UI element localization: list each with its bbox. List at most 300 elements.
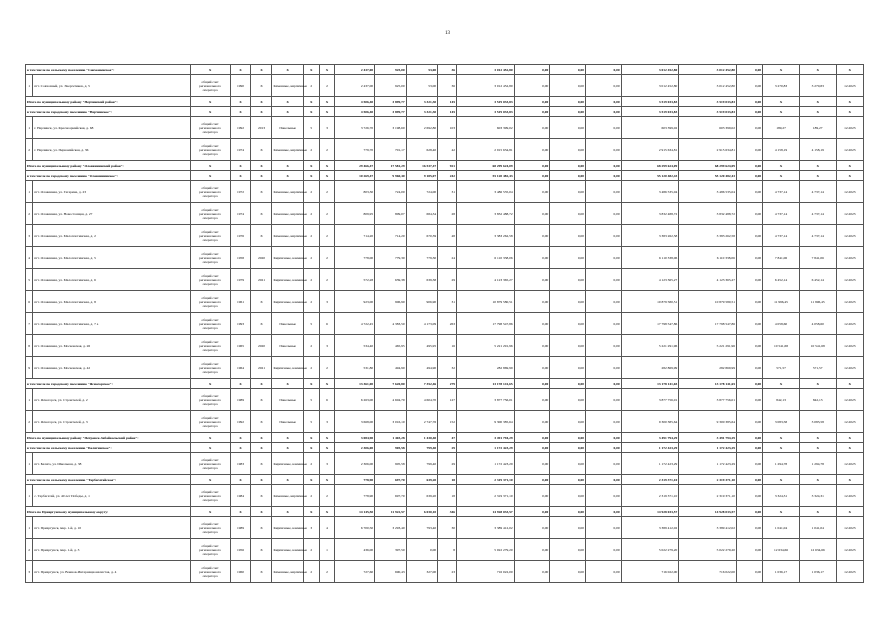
value-cell: общий счет регионального оператора (190, 269, 230, 291)
table-row (26, 389, 864, 411)
value-cell: Панельные (272, 117, 303, 139)
value-cell: 18 (438, 475, 457, 485)
value-cell: X (190, 65, 230, 75)
value-cell: 0,00 (585, 539, 621, 561)
value-cell: 778,90 (335, 485, 375, 507)
value-cell: 3 083,58 (763, 411, 800, 433)
value-cell: 3 899,77 (375, 107, 406, 117)
value-cell: 0,00 (550, 171, 586, 181)
value-cell: X (799, 65, 836, 75)
value-cell: X (230, 65, 251, 75)
address-cell: с. Тарбагатай, ул. 40 лет Победы, д. 1 (33, 485, 190, 507)
value-cell: 628,40 (406, 139, 437, 161)
row-number: 9 (26, 357, 33, 379)
value-cell: 5 (303, 411, 319, 433)
value-cell: X (799, 443, 836, 453)
value-cell: 6 110 338,06 (621, 247, 679, 269)
value-cell: общий счет регионального оператора (190, 291, 230, 313)
value-cell: 7 620,80 (375, 379, 406, 389)
value-cell: 282 869,99 (679, 357, 737, 379)
value-cell: 0,00 (514, 247, 550, 269)
value-cell: X (190, 161, 230, 171)
value-cell: 32 (438, 357, 457, 379)
value-cell: 4 158,19 (763, 139, 800, 161)
summary-row (26, 97, 864, 107)
value-cell: 14 145,50 (335, 507, 375, 517)
row-number: 3 (26, 561, 33, 583)
value-cell: 0,00 (550, 379, 586, 389)
value-cell: 189,27 (799, 117, 836, 139)
value-cell: 4 604,70 (406, 389, 437, 411)
row-number: 6 (26, 291, 33, 313)
value-cell: 1961 (230, 291, 251, 313)
value-cell: 0,00 (585, 97, 621, 107)
value-cell: 0,00 (514, 171, 550, 181)
value-cell: 13 178 141,65 (679, 379, 737, 389)
value-cell: 0,00 (736, 181, 762, 203)
value-cell: X (190, 97, 230, 107)
value-cell: 145 (438, 107, 457, 117)
table-row (26, 117, 864, 139)
value-cell: X (230, 107, 251, 117)
value-cell: 639,38 (406, 269, 437, 291)
value-cell: X (190, 443, 230, 453)
value-cell: 0,00 (736, 171, 762, 181)
value-cell: 0,00 (514, 433, 550, 443)
value-cell: X (303, 475, 319, 485)
value-cell: 0,00 (585, 507, 621, 517)
value-cell: Каменные, кирпичные (272, 225, 303, 247)
value-cell: 925,00 (375, 75, 406, 97)
value-cell: 0,00 (585, 161, 621, 171)
value-cell: 0,00 (736, 161, 762, 171)
value-cell: X (251, 181, 272, 203)
value-cell: X (799, 475, 836, 485)
value-cell: 3 491 794,29 (621, 433, 679, 443)
value-cell: X (251, 161, 272, 171)
value-cell: 779,30 (375, 247, 406, 269)
value-cell: 2 (303, 485, 319, 507)
address-cell: пгт. Приаргунск, мкр. 1-й, д. 10 (33, 517, 190, 539)
value-cell: 1983 (230, 453, 251, 475)
value-cell: 3 012 452,80 (679, 75, 737, 97)
value-cell: 716 022,00 (456, 561, 514, 583)
value-cell: 4 737,14 (763, 181, 800, 203)
table-row (26, 75, 864, 97)
value-cell: 9 300 385,64 (621, 411, 679, 433)
value-cell: X (230, 507, 251, 517)
value-cell: 1 036,17 (799, 561, 836, 583)
address-cell: пгт. Оловянная, ул. Малоплотинская, д. 6 (33, 269, 190, 291)
value-cell: X (319, 443, 335, 453)
value-cell: 3 012 452,80 (456, 65, 514, 75)
value-cell: 1964 (230, 357, 251, 379)
row-number: 1 (26, 117, 33, 139)
value-cell: 0,00 (514, 65, 550, 75)
value-cell: 0,00 (550, 335, 586, 357)
value-cell: 127 (438, 389, 457, 411)
value-cell: 2 319 371,10 (621, 475, 679, 485)
value-cell: 5 (303, 313, 319, 335)
address-cell: пгт. Оловянная, ул. Малоплотинская, д. 7 а (33, 313, 190, 335)
value-cell: 3 198,60 (375, 117, 406, 139)
row-number: 1 (26, 453, 33, 475)
value-cell: 2 (319, 561, 335, 583)
value-cell: 4 173,09 (406, 313, 437, 335)
value-cell: 2013 (251, 117, 272, 139)
value-cell: X (763, 443, 800, 453)
value-cell: 14 928 033,57 (456, 507, 514, 517)
value-cell: 16 (438, 335, 457, 357)
value-cell: X (251, 97, 272, 107)
value-cell: 0,00 (585, 291, 621, 313)
value-cell: X (303, 107, 319, 117)
value-cell: 14 928 033,57 (679, 507, 737, 517)
value-cell: 5 (303, 117, 319, 139)
value-cell: 10 541,68 (763, 335, 800, 357)
value-cell: 5 (303, 389, 319, 411)
value-cell: X (230, 379, 251, 389)
value-cell: 803,30 (335, 181, 375, 203)
value-cell: 13 178 141,65 (456, 379, 514, 389)
value-cell: 0,00 (514, 411, 550, 433)
value-cell: 16 537,47 (406, 161, 437, 171)
value-cell: X (763, 107, 800, 117)
value-cell: 1974 (230, 139, 251, 161)
value-cell: 2 (319, 225, 335, 247)
value-cell: 1984 (230, 485, 251, 507)
value-cell: 17 798 547,86 (679, 313, 737, 335)
value-cell: 0,00 (514, 335, 550, 357)
value-cell: 684,34 (406, 203, 437, 225)
value-cell: 670,39 (406, 225, 437, 247)
value-cell: 0,00 (550, 269, 586, 291)
value-cell: X (763, 379, 800, 389)
value-cell: 3 877 756,01 (456, 389, 514, 411)
value-cell: 603 399,02 (456, 117, 514, 139)
value-cell: 494,90 (375, 357, 406, 379)
summary-row (26, 443, 864, 453)
value-cell: X (836, 171, 863, 181)
table-row (26, 561, 864, 583)
value-cell: 28 (438, 203, 457, 225)
value-cell: X (799, 97, 836, 107)
value-cell: общий счет регионального оператора (190, 247, 230, 269)
value-cell: 809,07 (375, 203, 406, 225)
value-cell: 55 120 482,43 (679, 171, 737, 181)
value-cell: 3 016,10 (375, 411, 406, 433)
value-cell: 12.2023 (836, 335, 863, 357)
value-cell: 724,00 (375, 181, 406, 203)
value-cell: 3 668,00 (335, 411, 375, 433)
value-cell: 11 996,45 (763, 291, 800, 313)
value-cell: 0,00 (736, 335, 762, 357)
value-cell: X (190, 171, 230, 181)
value-cell: Каменные, кирпичные (272, 75, 303, 97)
value-cell: общий счет регионального оператора (190, 411, 230, 433)
value-cell: 465,95 (375, 335, 406, 357)
table-row (26, 411, 864, 433)
value-cell: 1976 (230, 225, 251, 247)
value-cell: X (303, 97, 319, 107)
value-cell: 12.2023 (836, 291, 863, 313)
value-cell: 0,00 (585, 247, 621, 269)
value-cell: 29 (438, 269, 457, 291)
value-cell: 12.2023 (836, 517, 863, 539)
value-cell: 0,00 (585, 561, 621, 583)
row-number: 5 (26, 269, 33, 291)
summary-row (26, 507, 864, 517)
value-cell: 905,58 (375, 453, 406, 475)
value-cell: X (251, 379, 272, 389)
value-cell: общий счет регионального оператора (190, 203, 230, 225)
value-cell: 0,00 (585, 389, 621, 411)
value-cell: Каменные, кирпичные (272, 181, 303, 203)
value-cell: 2 747,76 (406, 411, 437, 433)
value-cell: X (319, 161, 335, 171)
value-cell: 0,00 (585, 433, 621, 443)
value-cell: X (319, 107, 335, 117)
value-cell: 0,00 (550, 443, 586, 453)
value-cell: 2 319 371,10 (456, 485, 514, 507)
value-cell: 697,70 (375, 475, 406, 485)
value-cell: 1 403,28 (375, 433, 406, 443)
value-cell: 0,00 (514, 225, 550, 247)
value-cell: общий счет регионального оператора (190, 313, 230, 335)
value-cell: 1979 (230, 269, 251, 291)
value-cell: 12.2023 (836, 313, 863, 335)
value-cell: 47 (438, 433, 457, 443)
value-cell: 6 452,14 (799, 269, 836, 291)
page-number: 13 (445, 31, 450, 36)
value-cell: 2020 (251, 247, 272, 269)
value-cell: 2 (303, 269, 319, 291)
value-cell: 24 (438, 247, 457, 269)
table-row (26, 269, 864, 291)
value-cell: 0,00 (514, 539, 550, 561)
value-cell: 0,00 (736, 269, 762, 291)
value-cell: общий счет регионального оператора (190, 539, 230, 561)
value-cell: 4 737,14 (763, 225, 800, 247)
value-cell: X (319, 433, 335, 443)
value-cell: 0,00 (514, 269, 550, 291)
value-cell: 0,00 (736, 475, 762, 485)
value-cell: 1 294,78 (799, 453, 836, 475)
value-cell: X (319, 171, 335, 181)
value-cell: общий счет регионального оператора (190, 517, 230, 539)
value-cell: 12.2023 (836, 117, 863, 139)
value-cell: 3 389 412,02 (456, 517, 514, 539)
value-cell: 5 022 279,20 (679, 539, 737, 561)
value-cell: 0,00 (585, 269, 621, 291)
value-cell: 0,00 (585, 117, 621, 139)
value-cell: Каменные, кирпичные (272, 485, 303, 507)
value-cell: X (319, 507, 335, 517)
value-cell: 48 (438, 225, 457, 247)
address-cell: пгт. Оловянная, ул. Московская, д. 42 (33, 357, 190, 379)
table-row (26, 181, 864, 203)
value-cell: 639,38 (375, 269, 406, 291)
value-cell: 2 (303, 203, 319, 225)
value-cell: X (836, 97, 863, 107)
value-cell: X (272, 443, 303, 453)
value-cell: 3 491 794,29 (456, 433, 514, 443)
value-cell: 0,00 (550, 357, 586, 379)
row-number: 2 (26, 411, 33, 433)
value-cell: 0,00 (585, 485, 621, 507)
value-cell: 0,00 (736, 291, 762, 313)
value-cell: 0,00 (736, 561, 762, 583)
value-cell: 1 172 423,29 (621, 453, 679, 475)
value-cell: X (251, 225, 272, 247)
table-row (26, 335, 864, 357)
value-cell: 6 452,14 (763, 269, 800, 291)
value-cell: 3 (319, 335, 335, 357)
value-cell: 12.2023 (836, 269, 863, 291)
address-cell: г. Нерчинск, ул. Красноармейская, д. 68 (33, 117, 190, 139)
value-cell: X (251, 411, 272, 433)
value-cell: 23 (438, 561, 457, 583)
value-cell: 6 110 338,06 (456, 247, 514, 269)
value-cell: 0,00 (736, 75, 762, 97)
value-cell: 2 (303, 539, 319, 561)
value-cell: 0,00 (514, 107, 550, 117)
value-cell: 9 300 385,64 (679, 411, 737, 433)
value-cell: 397,50 (375, 539, 406, 561)
value-cell: 0,00 (736, 379, 762, 389)
value-cell: 0,00 (514, 389, 550, 411)
value-cell: 0,00 (550, 75, 586, 97)
value-cell: общий счет регионального оператора (190, 357, 230, 379)
value-cell: 0,00 (736, 485, 762, 507)
value-cell: 0,00 (550, 485, 586, 507)
value-cell: X (836, 433, 863, 443)
value-cell: Кирпичные, каменные (272, 291, 303, 313)
value-cell: 10 541,68 (799, 335, 836, 357)
value-cell: 3 (303, 517, 319, 539)
value-cell: 1 172 423,29 (679, 443, 737, 453)
value-cell: X (763, 171, 800, 181)
value-cell: общий счет регионального оператора (190, 225, 230, 247)
value-cell: 1989 (230, 517, 251, 539)
value-cell: 799,40 (406, 453, 437, 475)
value-cell: 923,00 (335, 291, 375, 313)
value-cell: 1965 (230, 335, 251, 357)
value-cell: 1992 (230, 411, 251, 433)
summary-row (26, 107, 864, 117)
value-cell: X (799, 171, 836, 181)
value-cell: 0,00 (514, 161, 550, 171)
value-cell: 3 899,77 (375, 97, 406, 107)
value-cell: 4 737,14 (799, 181, 836, 203)
value-cell: 2 319 371,10 (679, 485, 737, 507)
row-label: в том числе по сельскому поселению "Тарбагатайское": (26, 475, 191, 485)
value-cell: X (836, 443, 863, 453)
value-cell: 5 022 279,20 (456, 539, 514, 561)
value-cell: 639,20 (406, 475, 437, 485)
value-cell: 18 (438, 485, 457, 507)
value-cell: 0,00 (514, 357, 550, 379)
value-cell: 6 110 338,06 (679, 247, 737, 269)
value-cell: 701,17 (375, 139, 406, 161)
value-cell: 4 123 365,27 (621, 269, 679, 291)
value-cell: 2 692,80 (406, 117, 437, 139)
value-cell: 1 294,78 (763, 453, 800, 475)
value-cell: X (251, 561, 272, 583)
value-cell: X (251, 539, 272, 561)
value-cell: Каменные, кирпичные (272, 139, 303, 161)
value-cell: 3 (319, 291, 335, 313)
value-cell: X (319, 379, 335, 389)
value-cell: 0,00 (550, 139, 586, 161)
value-cell: X (272, 507, 303, 517)
value-cell: 4 506,40 (335, 97, 375, 107)
value-cell: 1958 (230, 247, 251, 269)
row-number: 4 (26, 247, 33, 269)
value-cell: 0,00 (736, 225, 762, 247)
value-cell: X (251, 389, 272, 411)
value-cell: 2 (319, 139, 335, 161)
value-cell: 534,40 (335, 335, 375, 357)
row-number: 3 (26, 225, 33, 247)
value-cell: 152 (438, 411, 457, 433)
value-cell: 3 012 452,80 (621, 65, 679, 75)
value-cell: 4 737,14 (799, 203, 836, 225)
value-cell: 1 036,17 (763, 561, 800, 583)
value-cell: 0,00 (585, 139, 621, 161)
value-cell: 3 270,83 (799, 75, 836, 97)
value-cell: 68 299 624,09 (621, 161, 679, 171)
value-cell: X (190, 475, 230, 485)
value-cell: 0,00 (585, 65, 621, 75)
value-cell: 0,00 (736, 139, 762, 161)
value-cell: 0,00 (736, 389, 762, 411)
value-cell: 3 832 488,72 (679, 203, 737, 225)
value-cell: 1 (319, 539, 335, 561)
value-cell: 6 700,50 (335, 517, 375, 539)
value-cell: 0,00 (550, 517, 586, 539)
value-cell: 793,40 (406, 517, 437, 539)
value-cell: X (836, 475, 863, 485)
value-cell: 2 915 634,81 (456, 139, 514, 161)
table-row (26, 453, 864, 475)
value-cell: X (303, 443, 319, 453)
value-cell: 5 022 279,20 (621, 539, 679, 561)
value-cell: 11 996,45 (799, 291, 836, 313)
value-cell: 494,90 (406, 357, 437, 379)
row-number: 2 (26, 139, 33, 161)
value-cell: 12.2023 (836, 203, 863, 225)
value-cell: 4 722,45 (335, 313, 375, 335)
value-cell: 12.2023 (836, 389, 863, 411)
value-cell: X (763, 65, 800, 75)
value-cell: 53,00 (406, 65, 437, 75)
value-cell: 1 172 423,29 (621, 443, 679, 453)
value-cell: 3 519 033,83 (456, 107, 514, 117)
value-cell: 2 (319, 485, 335, 507)
value-cell: 30 (438, 517, 457, 539)
value-cell: X (190, 433, 230, 443)
table-row (26, 313, 864, 335)
value-cell: 31 (438, 181, 457, 203)
value-cell: 2 (319, 75, 335, 97)
value-cell: 4 158,19 (799, 139, 836, 161)
value-cell: 12.2023 (836, 247, 863, 269)
value-cell: X (251, 443, 272, 453)
value-cell: 7 841,06 (763, 247, 800, 269)
address-cell: пгт. Ясногорск, ул. Строителей, д. 2 (33, 389, 190, 411)
value-cell: 0,00 (514, 443, 550, 453)
